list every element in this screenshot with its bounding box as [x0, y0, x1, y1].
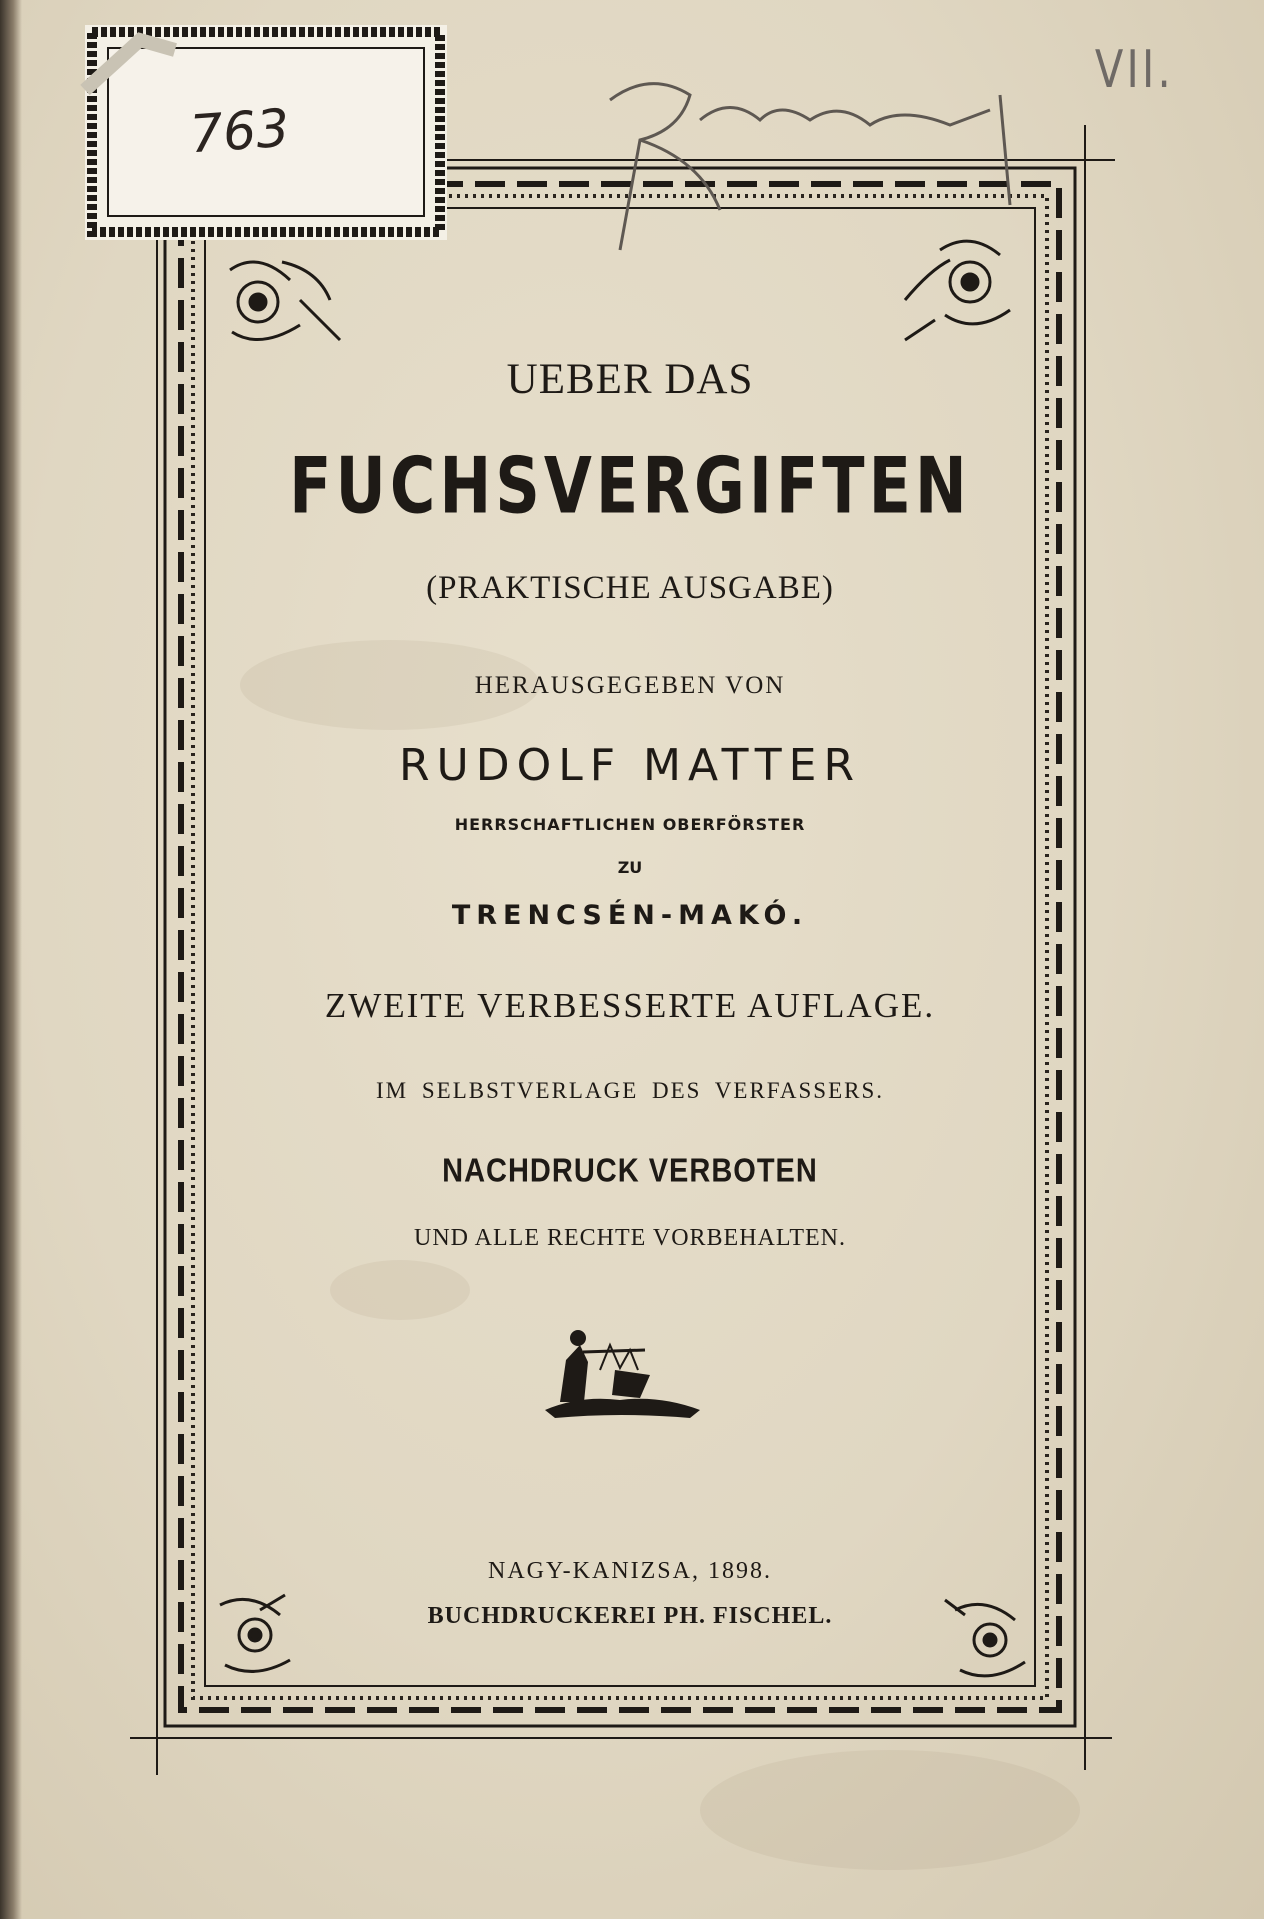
- border-chain-band: [193, 196, 1047, 1698]
- imprint-city-year: NAGY-KANIZSA, 1898.: [488, 1558, 772, 1584]
- subtitle: (PRAKTISCHE AUSGABE): [426, 570, 834, 606]
- corner-ornament-top-left: [230, 262, 340, 340]
- author-name: RUDOLF MATTER: [398, 740, 862, 791]
- rights-heading: NACHDRUCK VERBOTEN: [442, 1152, 818, 1190]
- main-title: FUCHSVERGIFTEN: [289, 440, 971, 532]
- author-role: HERRSCHAFTLICHEN OBERFÖRSTER: [454, 815, 806, 834]
- shelf-mark: VII.: [1094, 40, 1174, 100]
- library-label-number: 763: [188, 98, 292, 166]
- border-frame-inner: [205, 208, 1035, 1686]
- rights-statement: UND ALLE RECHTE VORBEHALTEN.: [414, 1225, 846, 1251]
- edition-statement: ZWEITE VERBESSERTE AUFLAGE.: [324, 986, 936, 1025]
- author-preposition: ZU: [617, 858, 643, 877]
- editor-line: HERAUSGEGEBEN VON: [474, 672, 786, 699]
- author-place: TRENCSÉN-MAKÓ.: [451, 900, 809, 931]
- imprint-printer: BUCHDRUCKEREI PH. FISCHEL.: [427, 1603, 833, 1629]
- border-dash-band: [181, 184, 1059, 1710]
- publisher-note: IM SELBSTVERLAGE DES VERFASSERS.: [376, 1078, 884, 1103]
- hunter-vignette: [545, 1330, 700, 1418]
- title-line-1: UEBER DAS: [506, 356, 754, 403]
- corner-ornament-top-right: [905, 241, 1010, 340]
